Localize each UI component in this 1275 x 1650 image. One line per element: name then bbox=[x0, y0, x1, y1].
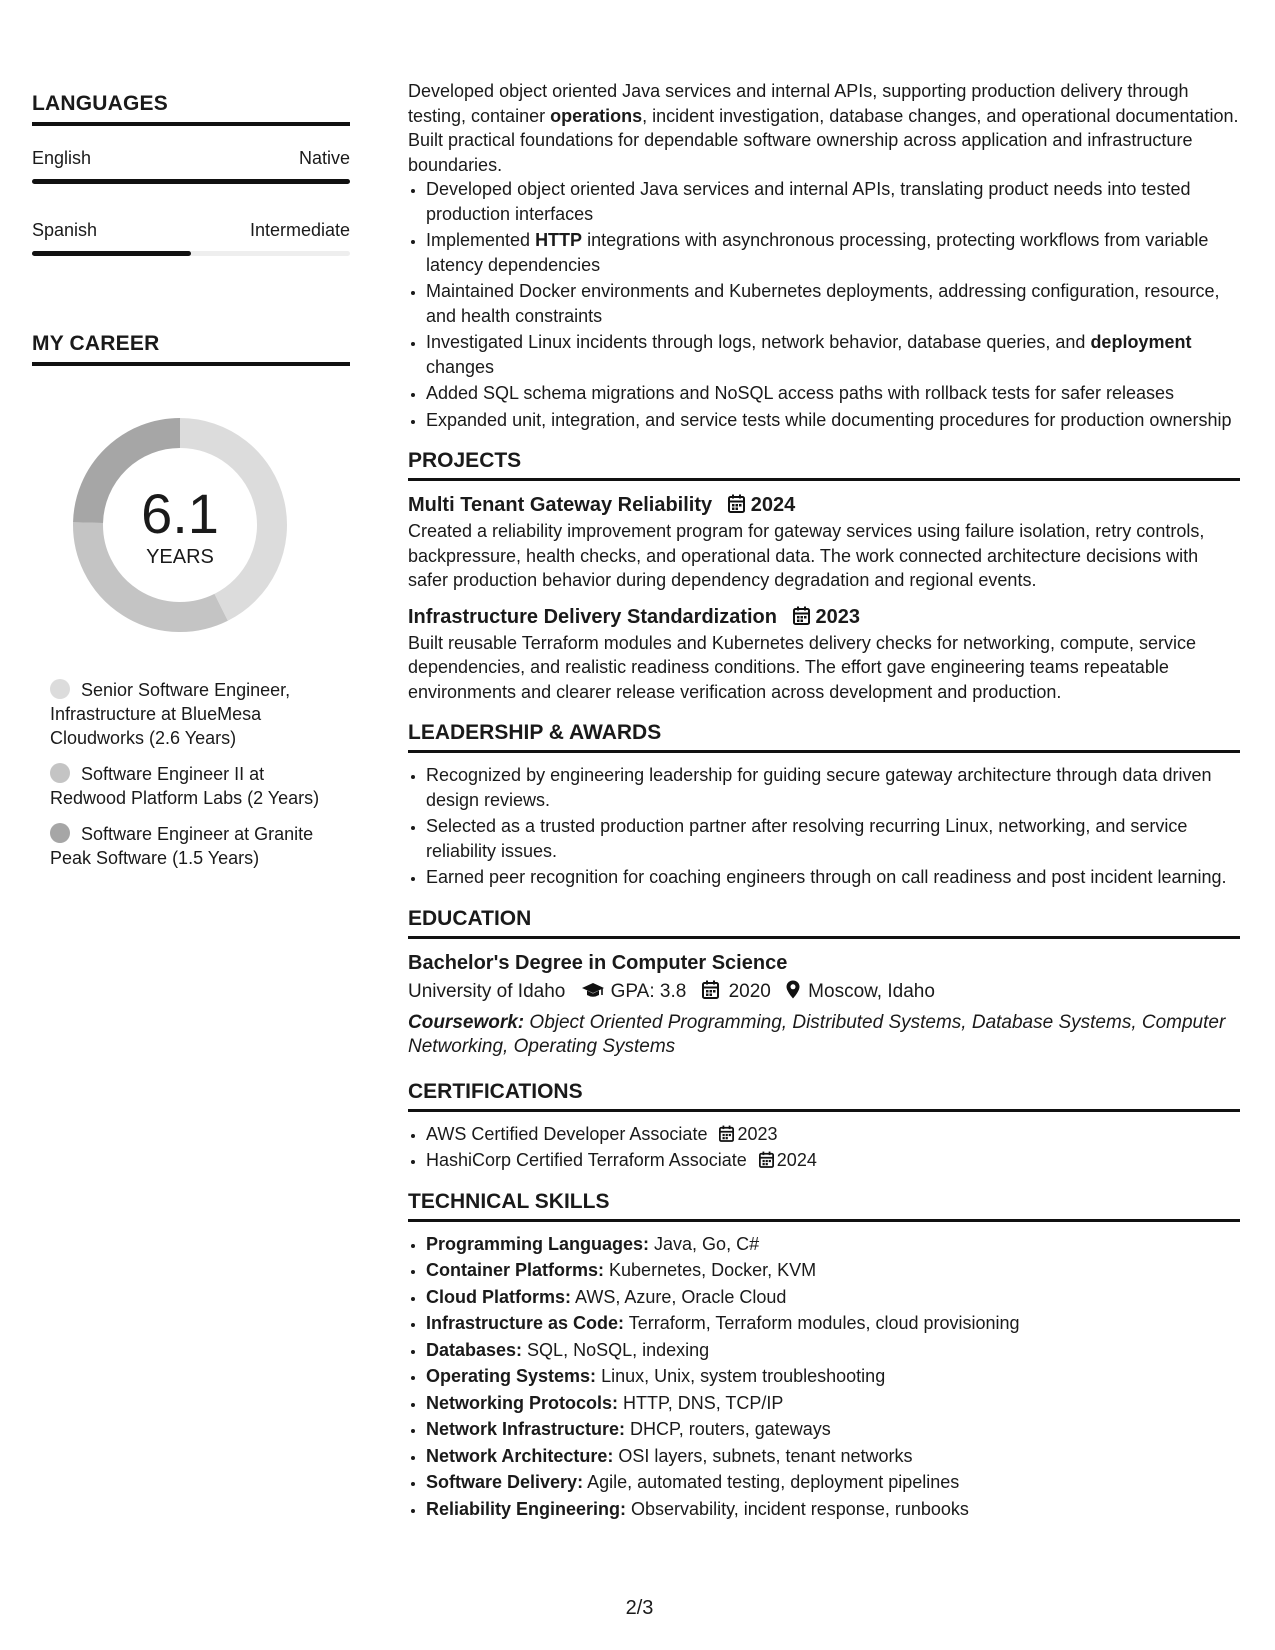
bullet-text: integrations with asynchronous processing, protecting workflows from variable latency dependencies bbox=[426, 230, 1209, 275]
experience-bullet bbox=[426, 177, 1240, 226]
bullet-text: Investigated Linux incidents through logs, network behavior, database queries, and bbox=[426, 332, 1091, 352]
project-year bbox=[793, 606, 861, 628]
career-role-label: Software Engineer II at Redwood Platform Labs (2 Years) bbox=[50, 764, 320, 808]
bullet-text: changes bbox=[426, 356, 495, 377]
language-name: Spanish bbox=[32, 220, 98, 240]
project-item bbox=[408, 491, 1240, 593]
experience-bullet bbox=[426, 408, 1240, 433]
page-number bbox=[0, 1597, 1275, 1620]
experience-summary bbox=[408, 79, 1240, 177]
career-legend-item bbox=[50, 822, 330, 870]
certification-year bbox=[759, 1150, 817, 1170]
skill-label: Reliability Engineering: bbox=[426, 1498, 627, 1519]
skills-title: TECHNICAL SKILLS bbox=[408, 1189, 1240, 1222]
project-year-text: 2024 bbox=[750, 494, 796, 516]
language-level-bar bbox=[32, 251, 350, 256]
coursework-list: Object Oriented Programming, Distributed Systems, Database Systems, Computer Networking, Operating Systems bbox=[408, 1011, 1226, 1057]
bullet-text: Expanded unit, integration, and service tests while documenting procedures for production ownership bbox=[426, 409, 1232, 430]
map-pin-icon bbox=[786, 980, 800, 999]
project-description: Created a reliability improvement program for gateway services using failure isolation, retry controls, backpressure, health checks, and operational data. The work connected architecture decisions with safer production behavior during dependency degradation and regional events. bbox=[408, 521, 1205, 590]
career-total-years: 6.1 bbox=[141, 482, 219, 545]
skill-value: Terraform, Terraform modules, cloud provisioning bbox=[624, 1313, 1020, 1333]
right-column bbox=[408, 79, 1240, 1523]
languages-title: LANGUAGES bbox=[32, 92, 350, 126]
skill-item bbox=[426, 1338, 1240, 1363]
leadership-item: • Selected as a trusted production partner after resolving recurring Linux, networking, and service reliability issues. bbox=[426, 814, 1240, 863]
certifications-title: CERTIFICATIONS bbox=[408, 1079, 1240, 1112]
education-coursework bbox=[408, 1011, 1240, 1059]
calendar-icon bbox=[793, 606, 810, 625]
leadership-list bbox=[408, 763, 1240, 890]
career-legend-item bbox=[50, 762, 330, 810]
project-item bbox=[408, 603, 1240, 705]
career-donut-chart bbox=[65, 410, 295, 640]
certification-name: HashiCorp Certified Terraform Associate bbox=[426, 1150, 747, 1170]
language-level-fill bbox=[32, 179, 350, 184]
bullet-text: Added SQL schema migrations and NoSQL access paths with rollback tests for safer releases bbox=[426, 383, 1175, 403]
skill-item bbox=[426, 1285, 1240, 1310]
career-title: MY CAREER bbox=[32, 332, 350, 366]
language-name: English bbox=[32, 148, 92, 168]
language-level-fill bbox=[32, 251, 191, 256]
skill-value: Agile, automated testing, deployment pipelines bbox=[583, 1472, 960, 1492]
education-year-text: 2020 bbox=[728, 980, 771, 1002]
calendar-icon bbox=[728, 494, 745, 513]
left-column bbox=[32, 92, 350, 882]
career-legend bbox=[50, 678, 330, 870]
skill-item bbox=[426, 1444, 1240, 1469]
experience-bullets bbox=[408, 177, 1240, 432]
language-level: Intermediate bbox=[249, 220, 350, 240]
leadership-item: • Earned peer recognition for coaching engineers through on call readiness and post incident learning. bbox=[426, 865, 1240, 890]
skill-value: Java, Go, C# bbox=[649, 1233, 760, 1254]
legend-dot-icon bbox=[50, 823, 70, 843]
summary-text: , incident investigation, database changes, and operational documentation. Built practical foundations for dependable software ownership across application and infrastructure boundaries. bbox=[408, 105, 1239, 175]
education-degree: Bachelor's Degree in Computer Science bbox=[408, 951, 788, 974]
language-item bbox=[32, 220, 350, 256]
project-name: Infrastructure Delivery Standardization bbox=[408, 605, 777, 628]
legend-dot-icon bbox=[50, 679, 70, 699]
leadership-item: • Recognized by engineering leadership for guiding secure gateway architecture through data driven design reviews. bbox=[426, 763, 1240, 812]
calendar-icon bbox=[702, 980, 719, 999]
language-level: Native bbox=[298, 148, 350, 168]
education-meta bbox=[408, 977, 1240, 1007]
skill-value: Kubernetes, Docker, KVM bbox=[604, 1260, 817, 1280]
skill-value: SQL, NoSQL, indexing bbox=[522, 1339, 710, 1360]
summary-bold: operations bbox=[550, 105, 643, 126]
bullet-text: Developed object oriented Java services and internal APIs, translating product needs into tested production interfaces bbox=[426, 179, 1191, 224]
education-location-text: Moscow, Idaho bbox=[808, 980, 935, 1002]
project-description: Built reusable Terraform modules and Kubernetes delivery checks for networking, compute, service dependencies, and realistic readiness conditions. The effort gave engineering teams repeatable environments and clearer release verification across development and production. bbox=[408, 632, 1197, 702]
skill-item bbox=[426, 1391, 1240, 1416]
education-gpa-text: GPA: 3.8 bbox=[610, 980, 687, 1002]
experience-bullet bbox=[426, 228, 1240, 277]
bullet-bold: HTTP bbox=[535, 230, 583, 250]
skill-item bbox=[426, 1364, 1240, 1389]
education-school: University of Idaho bbox=[408, 980, 566, 1002]
skill-item bbox=[426, 1258, 1240, 1283]
bullet-text: Implemented bbox=[426, 230, 536, 250]
calendar-icon bbox=[759, 1151, 774, 1168]
skill-label: Network Infrastructure: bbox=[426, 1419, 626, 1439]
experience-bullet bbox=[426, 330, 1240, 379]
career-role-label: Software Engineer at Granite Peak Software (1.5 Years) bbox=[50, 824, 314, 868]
education-title: EDUCATION bbox=[408, 906, 1240, 939]
skill-label: Cloud Platforms: bbox=[426, 1286, 572, 1307]
skill-value: Linux, Unix, system troubleshooting bbox=[596, 1366, 886, 1386]
leadership-title: LEADERSHIP & AWARDS bbox=[408, 720, 1240, 753]
certification-item bbox=[426, 1148, 1240, 1173]
graduation-cap-icon bbox=[581, 982, 605, 999]
bullet-text: Maintained Docker environments and Kubernetes deployments, addressing configuration, resource, and health constraints bbox=[426, 281, 1220, 326]
skill-value: DHCP, routers, gateways bbox=[625, 1419, 831, 1439]
projects-title: PROJECTS bbox=[408, 448, 1240, 481]
certification-year bbox=[719, 1124, 777, 1144]
skill-item bbox=[426, 1311, 1240, 1336]
bullet-bold: deployment bbox=[1090, 332, 1192, 352]
education-gpa bbox=[581, 981, 687, 1002]
coursework-label: Coursework: bbox=[408, 1011, 525, 1033]
summary-text: Developed object oriented Java services and internal APIs, supporting production delivery through testing, container bbox=[408, 81, 1189, 126]
career-legend-item bbox=[50, 678, 330, 750]
skill-item bbox=[426, 1497, 1240, 1522]
skill-label: Programming Languages: bbox=[426, 1233, 650, 1254]
certification-name: AWS Certified Developer Associate bbox=[426, 1123, 708, 1144]
skill-label: Operating Systems: bbox=[426, 1366, 597, 1386]
skills-list bbox=[408, 1232, 1240, 1522]
skill-item bbox=[426, 1470, 1240, 1495]
skill-value: HTTP, DNS, TCP/IP bbox=[618, 1392, 784, 1413]
certification-year-text: 2024 bbox=[776, 1150, 817, 1170]
skill-label: Infrastructure as Code: bbox=[426, 1313, 625, 1333]
certification-year-text: 2023 bbox=[737, 1123, 778, 1144]
skill-value: OSI layers, subnets, tenant networks bbox=[613, 1445, 913, 1466]
skill-value: Observability, incident response, runbooks bbox=[626, 1498, 969, 1519]
project-year-text: 2023 bbox=[815, 605, 861, 628]
experience-bullet bbox=[426, 381, 1240, 406]
calendar-icon bbox=[719, 1125, 734, 1142]
language-item bbox=[32, 148, 350, 184]
certification-item bbox=[426, 1122, 1240, 1147]
skill-label: Networking Protocols: bbox=[426, 1392, 619, 1413]
career-total-unit: YEARS bbox=[146, 546, 214, 568]
skill-label: Databases: bbox=[426, 1339, 523, 1360]
experience-bullet bbox=[426, 279, 1240, 328]
skill-item bbox=[426, 1417, 1240, 1442]
education-year bbox=[702, 981, 771, 1002]
language-level-bar bbox=[32, 179, 350, 184]
legend-dot-icon bbox=[50, 763, 70, 783]
skill-value: AWS, Azure, Oracle Cloud bbox=[571, 1286, 787, 1307]
skill-label: Software Delivery: bbox=[426, 1472, 584, 1492]
education-location bbox=[786, 981, 935, 1002]
skill-label: Network Architecture: bbox=[426, 1445, 614, 1466]
certifications-list bbox=[408, 1122, 1240, 1173]
project-name: Multi Tenant Gateway Reliability bbox=[408, 494, 713, 516]
skill-label: Container Platforms: bbox=[426, 1260, 605, 1280]
project-year bbox=[728, 494, 796, 516]
skill-item bbox=[426, 1232, 1240, 1257]
career-role-label: Senior Software Engineer, Infrastructure at BlueMesa Cloudworks (2.6 Years) bbox=[50, 680, 291, 748]
page-number-text: 2/3 bbox=[625, 1597, 654, 1619]
